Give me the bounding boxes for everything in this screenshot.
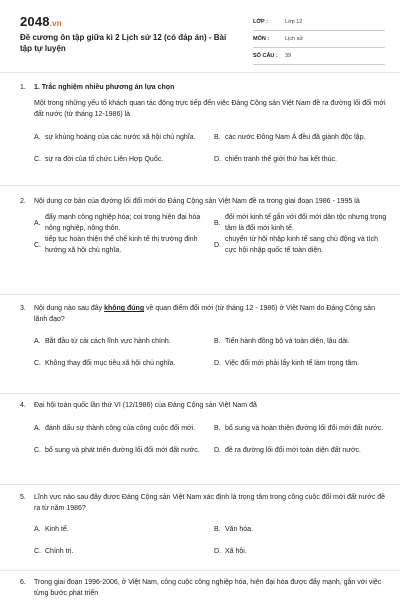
document-meta [253,14,385,65]
option-text: đổi mới kinh tế gắn với đổi mới dân tộc nhưng trọng tâm là đổi mới kinh tế. [225,214,387,232]
option-a[interactable] [34,330,208,352]
option-letter: B. [214,133,221,141]
question-text: Trong giai đoạn 1996-2006, ở Việt Nam, công cuộc công nghiệp hóa, hiện đại hóa được đẩy mạnh, gắn với việc từng bước phát triển [34,579,382,597]
option-a[interactable] [34,518,208,540]
question-text: Một trong những yếu tố khách quan tác động trực tiếp đến việc Đảng Cộng sản Việt Nam đề ra đường lối đổi mới đất nước (từ tháng 12-1986) là [34,100,386,118]
option-d[interactable] [214,439,388,461]
option-text: Bắt đầu từ cải cách lĩnh vực hành chính. [45,337,171,345]
options-grid [34,212,388,256]
question-6 [20,577,388,599]
option-b[interactable] [214,212,388,234]
meta-value: Lịch sử [285,36,304,42]
options-grid [34,518,388,562]
site-logo[interactable] [20,14,62,29]
option-letter: C. [34,446,41,454]
question-head [20,492,388,514]
section-heading: 1. Trắc nghiệm nhiều phương án lựa chọn [34,84,175,91]
option-text: sự ra đời của tổ chức Liên Hợp Quốc. [45,155,164,163]
option-letter: B. [214,337,221,345]
option-letter: A. [34,219,41,227]
option-text: sự khủng hoảng của các nước xã hội chủ nghĩa. [45,133,196,141]
option-letter: D. [214,155,221,163]
meta-value: Lớp 12 [285,19,303,25]
question-text: Đại hội toàn quốc lần thứ VI (12/1986) của Đảng Cộng sản Việt Nam đã [34,402,257,409]
question-text [34,303,388,325]
question-5 [20,492,388,562]
option-text: Tiến hành đồng bộ và toàn diện, lâu dài. [225,337,350,345]
option-text: các nước Đông Nam Á đều đã giành độc lập. [225,133,366,141]
divider [0,393,400,394]
meta-row-class [253,14,385,31]
option-c[interactable] [34,352,208,374]
meta-key: MÔN : [253,36,270,42]
meta-key: SỐ CÂU : [253,53,278,59]
option-letter: C. [34,155,41,163]
option-d[interactable] [214,352,388,374]
logo-main: 2048 [20,14,50,29]
option-letter: C. [34,359,41,367]
question-text: Lĩnh vực nào sau đây được Đảng Cộng sản Việt Nam xác định là trọng tâm trong công cuộc đổi mới đất nước đề ra từ năm 1986? [34,494,386,512]
divider [0,484,400,485]
question-3 [20,303,388,374]
options-grid [34,417,388,461]
meta-key: LỚP : [253,19,268,25]
meta-row-subject [253,31,385,48]
option-a[interactable] [34,126,208,148]
option-letter: D. [214,359,221,367]
option-letter: B. [214,219,221,227]
question-text-pre: Nội dung nào sau đây [34,305,105,312]
option-letter: A. [34,424,41,432]
option-text: Việc đổi mới phải lấy kinh tế làm trọng tâm. [225,359,360,367]
option-letter: C. [34,547,41,555]
question-number: 2. [20,198,26,205]
option-c[interactable] [34,540,208,562]
option-text: tiếp tục hoàn thiện thể chế kinh tế thị trường định hướng xã hội chủ nghĩa. [45,236,198,254]
option-c[interactable] [34,148,208,170]
option-b[interactable] [214,518,388,540]
option-text: đề ra đường lối đổi mới toàn diện đất nước. [225,446,361,454]
option-letter: C. [34,241,41,249]
meta-value: 39 [285,53,292,59]
question-4 [20,400,388,461]
question-text-post: về quan điểm đổi mới (từ tháng 12 - 1986) ở Việt Nam do Đảng Cộng sản lãnh đạo? [34,305,375,323]
option-letter: D. [214,547,221,555]
option-letter: D. [214,241,221,249]
question-1 [20,82,388,170]
option-letter: A. [34,525,41,533]
option-text: Văn hóa. [225,525,254,533]
question-head [20,196,388,207]
question-number: 5. [20,494,26,501]
options-grid [34,126,388,170]
option-text: Chính trị. [45,547,74,555]
option-text: bổ sung và phát triển đường lối đổi mới đất nước. [45,446,200,454]
option-text: chiến tranh thế giới thứ hai kết thúc. [225,155,338,163]
document-title: Đề cương ôn tập giữa kì 2 Lịch sử 12 (có đáp án) - Bài tập tự luyện [20,33,227,53]
option-d[interactable] [214,148,388,170]
question-number: 1. [20,84,26,91]
question-number: 3. [20,305,26,312]
option-text: bổ sung và hoàn thiện đường lối đổi mới đất nước. [225,424,384,432]
option-text: đánh dấu sự thành công của công cuộc đổi mới. [45,424,196,432]
option-text: Không thay đổi mục tiêu xã hội chủ nghĩa. [45,359,176,367]
divider [0,185,400,186]
question-number: 4. [20,402,26,409]
divider [0,294,400,295]
option-b[interactable] [214,126,388,148]
option-c[interactable] [34,439,208,461]
option-letter: A. [34,337,41,345]
question-number: 6. [20,579,26,586]
meta-row-count [253,48,385,65]
option-letter: A. [34,133,41,141]
option-text: chuyển từ hội nhập kinh tế sang chủ động và tích cực hội nhập quốc tế toàn diện. [225,236,378,254]
option-a[interactable] [34,212,208,234]
question-head [20,577,388,599]
question-2 [20,196,388,256]
option-b[interactable] [214,417,388,439]
option-text: đẩy mạnh công nghiệp hóa; coi trọng hiện đại hóa nông nghiệp, nông thôn. [45,214,201,232]
logo-suffix: .vn [49,19,62,28]
divider [0,72,400,73]
option-letter: B. [214,424,221,432]
option-b[interactable] [214,330,388,352]
question-text: Nội dung cơ bản của đường lối đổi mới do Đảng Cộng sản Việt Nam đề ra trong giai đoạn 1986 - 1995 là [34,198,360,205]
question-head [20,400,388,411]
option-d[interactable] [214,234,388,256]
divider [0,570,400,571]
question-text-emphasis: không đúng [104,305,145,312]
question-head [20,303,388,325]
option-d[interactable] [214,540,388,562]
question-head [20,82,388,93]
option-text: Xã hội. [225,547,247,555]
option-text: Kinh tế. [45,525,69,533]
option-a[interactable] [34,417,208,439]
option-c[interactable] [34,234,208,256]
option-letter: D. [214,446,221,454]
options-grid [34,330,388,374]
option-letter: B. [214,525,221,533]
